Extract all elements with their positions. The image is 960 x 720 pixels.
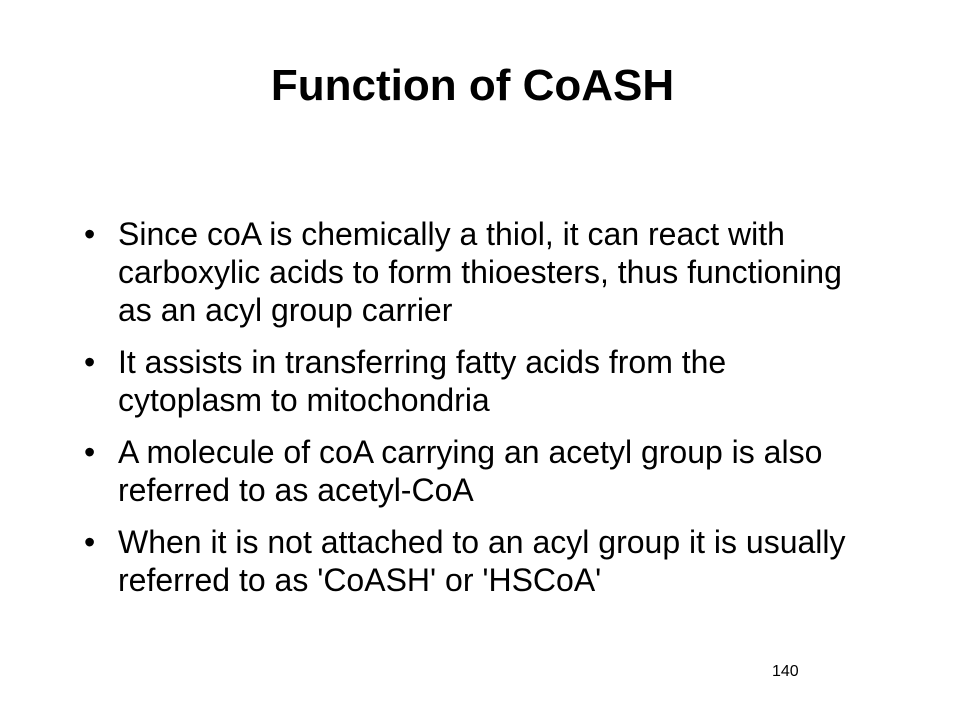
bullet-item: [84, 433, 874, 509]
bullet-dot-icon: •: [84, 344, 96, 380]
bullet-dot-icon: •: [84, 524, 96, 560]
bullet-item: [84, 523, 874, 599]
slide-title: Function of CoASH: [270, 61, 675, 110]
bullet-list: [84, 215, 874, 613]
bullet-dot-icon: •: [84, 216, 96, 252]
bullet-item: [84, 343, 874, 419]
bullet-dot-icon: •: [84, 434, 96, 470]
bullet-item: [84, 215, 874, 329]
bullet-text: Since coA is chemically a thiol, it can react with carboxylic acids to form thioesters, thus functioning as an acyl group carrier: [118, 216, 842, 328]
page-number: 140: [772, 663, 799, 680]
bullet-text: It assists in transferring fatty acids from the cytoplasm to mitochondria: [118, 344, 727, 418]
bullet-text: When it is not attached to an acyl group it is usually referred to as 'CoASH' or 'HSCoA': [118, 524, 846, 598]
bullet-text: A molecule of coA carrying an acetyl group is also referred to as acetyl-CoA: [118, 434, 823, 508]
